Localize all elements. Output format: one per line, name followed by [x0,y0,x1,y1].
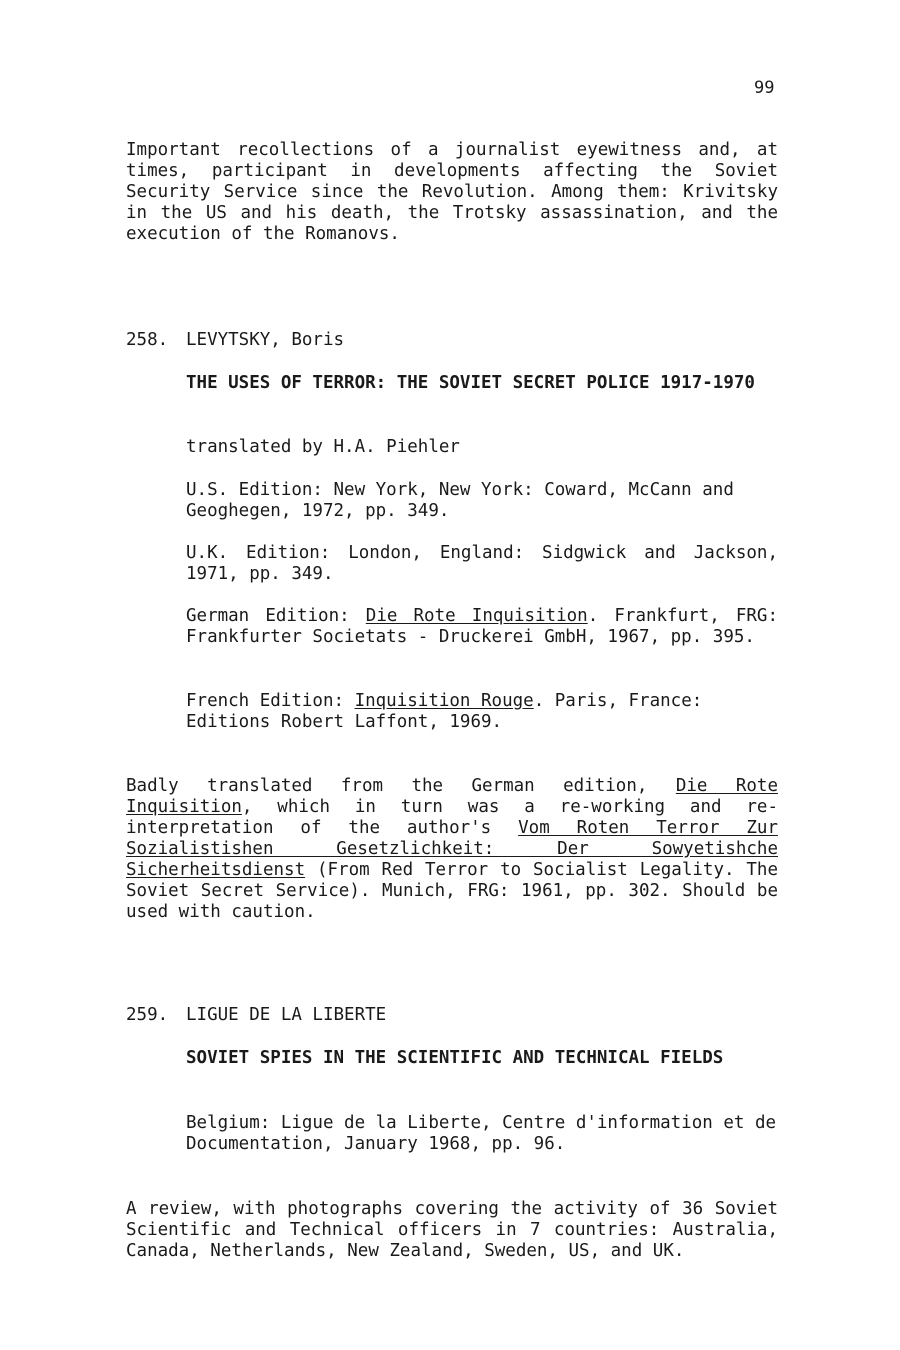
entry-259-heading [126,1005,386,1026]
entry-258-translator: translated by H.A. Piehler [186,437,460,457]
book-title: Die Rote Inquisition [126,776,778,817]
edition-details: . Frankfurt, FRG: Frankfurter Societats - Druckerei GmbH, 1967, pp. 395. [186,606,779,647]
entry-259-annotation: A review, with photographs covering the activity of 36 Soviet Scientific and Technical officers in 7 countries: Australia, Canada, Netherlands, New Zealand, Sweden, US, and UK. [126,1199,778,1261]
book-title: Vom Roten Terror Zur Sozialistishen Gesetzlichkeit: Der Sowyetishche Sicherheitsdienst [126,818,778,880]
entry-258-uk-edition: U.K. Edition: London, England: Sidgwick and Jackson, 1971, pp. 349. [186,543,778,584]
entry-number: 259. [126,1005,169,1025]
annotation-text: Badly translated from the German edition, [126,776,676,796]
book-title: Die Rote Inquisition [365,606,588,626]
book-title: Inquisition Rouge [354,691,534,711]
page-number: 99 [754,78,775,98]
edition-label: German Edition: [186,606,366,626]
entry-259-publication: Belgium: Ligue de la Liberte, Centre d'information et de Documentation, January 1968, pp. 96. [186,1113,777,1154]
annotation-text: (From Red Terror to Socialist Legality. The Soviet Secret Service). Munich, FRG: 1961, pp. 302. Should be used with caution. [126,860,778,922]
entry-number: 258. [126,330,169,350]
entry-258-heading [126,330,344,351]
entry-258-german-edition [186,606,778,648]
entry-258-annotation [126,776,778,923]
edition-details: . Paris, France: Editions Robert Laffont, 1969. [186,691,703,732]
edition-label: French Edition: [186,691,355,711]
entry-258-us-edition: U.S. Edition: New York, New York: Coward, McCann and Geoghegen, 1972, pp. 349. [186,480,734,521]
entry-258-french-edition [186,691,778,733]
entry-author: LEVYTSKY, Boris [186,330,345,350]
entry-author: LIGUE DE LA LIBERTE [186,1005,387,1025]
intro-paragraph: Important recollections of a journalist eyewitness and, at times, participant in developments affecting the Soviet Security Service since the Revolution. Among them: Krivitsky in the US and his death, the Trotsky assassination, and the execution of the Romanovs. [126,140,778,244]
annotation-text: , which in turn was a re-working and re-interpretation of the author's [126,797,778,838]
entry-259-title: SOVIET SPIES IN THE SCIENTIFIC AND TECHNICAL FIELDS [186,1048,724,1068]
entry-258-title: THE USES OF TERROR: THE SOVIET SECRET POLICE 1917-1970 [186,373,755,393]
